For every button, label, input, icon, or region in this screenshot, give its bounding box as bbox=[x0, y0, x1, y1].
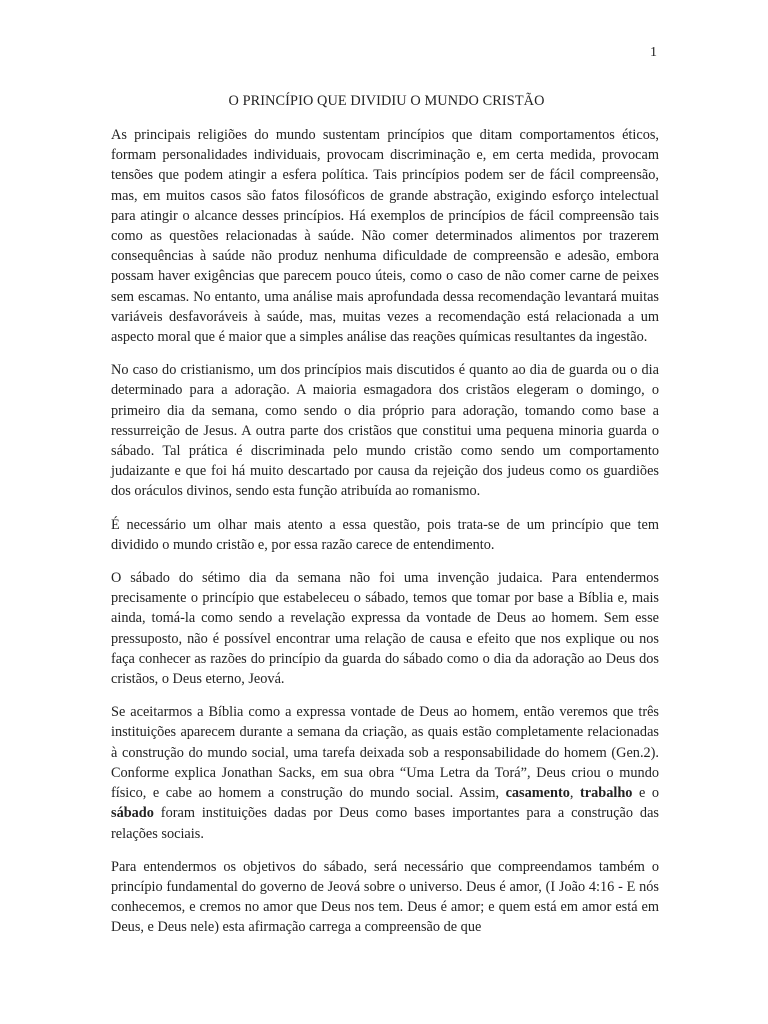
bold-term-sabado: sábado bbox=[111, 805, 154, 822]
bold-term-casamento: casamento bbox=[505, 785, 570, 802]
paragraph-6: Para entendermos os objetivos do sábado, será necessário que compreendamos também o princípio fundamental do governo de Jeová sobre o universo. Deus é amor, (I João 4:16 - E nós conhecemos, e cremos no amor que Deus nos tem. Deus é amor; e quem está em amor está em Deus, e Deus nele) esta afirmação carrega a compreensão de que bbox=[111, 858, 659, 936]
paragraph-2: No caso do cristianismo, um dos princípios mais discutidos é quanto ao dia de guarda ou o dia determinado para a adoração. A maioria esmagadora dos cristãos elegeram o domingo, o primeiro dia da semana, como sendo o dia próprio para adoração, tomando como base a ressurreição de Jesus. A outra parte dos cristãos que constitui uma pequena minoria guarda o sábado. Tal prática é discriminada pelo mundo cristão como sendo um comportamento judaizante e que foi há muito descartado por causa da rejeição dos judeus como os guardiões dos oráculos divinos, sendo esta função atribuída ao romanismo. bbox=[111, 362, 659, 500]
paragraph-3: É necessário um olhar mais atento a essa questão, pois trata-se de um princípio que tem dividido o mundo cristão e, por essa razão carece de entendimento. bbox=[111, 516, 659, 553]
document-title: O PRINCÍPIO QUE DIVIDIU O MUNDO CRISTÃO bbox=[228, 93, 545, 109]
paragraph-5-text: Se aceitarmos a Bíblia como a expressa vontade de Deus ao homem, então veremos que três instituições aparecem durante a semana da criação, as quais estão completamente relacionadas à construção do mundo social, uma tarefa deixada sob a responsabilidade do homem (Gen.2). Conforme explica Jonathan Sacks, em sua obra “Uma Letra da Torá”, Deus criou o mundo físico, e cabe ao homem a construção do mundo social. Assim, bbox=[111, 704, 659, 802]
separator: e o bbox=[632, 785, 659, 802]
paragraph-4: O sábado do sétimo dia da semana não foi uma invenção judaica. Para entendermos precisamente o princípio que estabeleceu o sábado, temos que tomar por base a Bíblia e, mais ainda, tomá-la como sendo a revelação expressa da vontade de Deus ao homem. Sem esse pressuposto, não é possível encontrar uma relação de causa e efeito que nos explique ou nos faça conhecer as razões do princípio da guarda do sábado como o dia da adoração ao Deus dos cristãos, o Deus eterno, Jeová. bbox=[111, 570, 659, 688]
paragraph-5-text-end: foram instituições dadas por Deus como bases importantes para a construção das relações sociais. bbox=[111, 805, 659, 842]
separator: , bbox=[569, 785, 580, 802]
paragraph-5 bbox=[111, 702, 659, 843]
paragraph-1: As principais religiões do mundo sustentam princípios que ditam comportamentos éticos, formam personalidades individuais, provocam discriminação e, em certa medida, provocam tensões que podem atingir a esfera política. Tais princípios podem ser de fácil compreensão, mas, em muitos casos são fatos filosóficos de grande abstração, exigindo esforço intelectual para atingir o alcance desses princípios. Há exemplos de princípios de fácil compreensão tais como as questões relacionadas à saúde. Não comer determinados alimentos por trazerem consequências à saúde não produz nenhuma dificuldade de compreensão e adesão, embora possam haver exigências que parecem pouco úteis, como o caso de não comer carne de peixes sem escamas. No entanto, uma análise mais aprofundada dessa recomendação levantará muitas variáveis desfavoráveis à saúde, mas, muitas vezes a recomendação está relacionada a um aspecto moral que é maior que a simples análise das reações químicas resultantes da ingestão. bbox=[111, 127, 659, 346]
bold-term-trabalho: trabalho bbox=[580, 785, 633, 802]
document-body bbox=[111, 125, 659, 951]
page-number: 1 bbox=[650, 45, 657, 60]
